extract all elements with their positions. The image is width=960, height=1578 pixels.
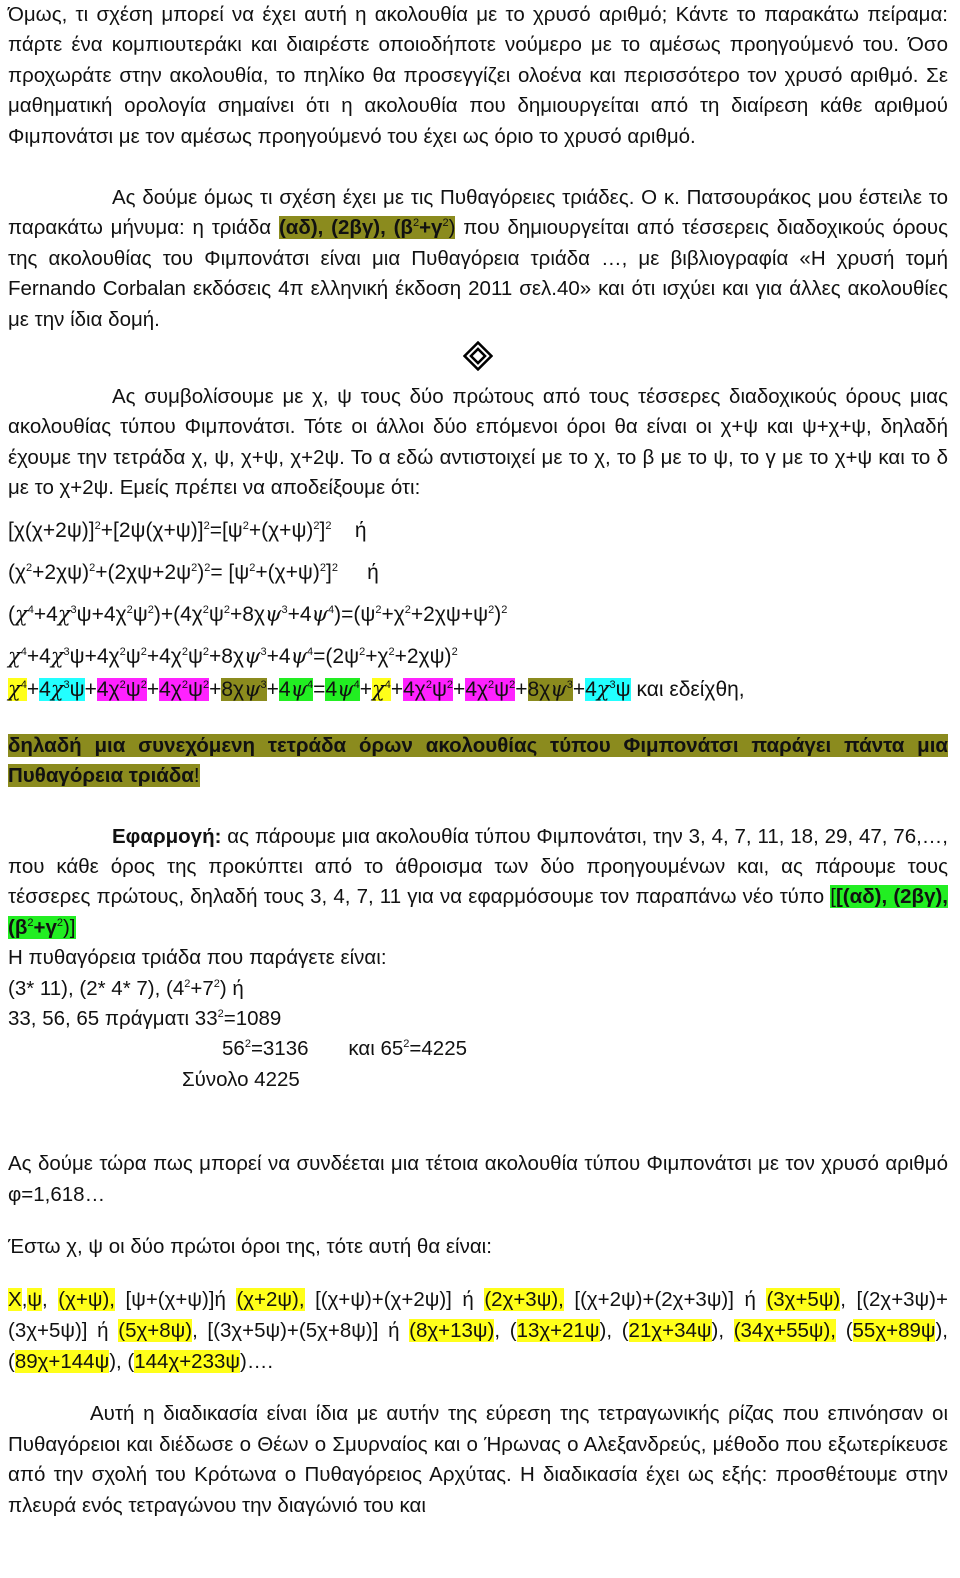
paragraph-proof-setup: Ας συμβολίσουμε με χ, ψ τους δύο πρώτους από τους τέσσερες διαδοχικούς όρους μιας ακολουθίας τύπου Φιμπονάτσι. Τότε οι άλλοι δύο επόμενοι όροι θα είναι οι χ+ψ και ψ+χ+ψ, δηλαδή έχουμε την τετράδα χ, ψ, χ+ψ, χ+2ψ. Το α εδώ αντιστοιχεί με το χ, το β με το ψ, το γ με το χ+ψ και το δ με το χ+2ψ. Εμείς πρέπει να αποδείξουμε ότι: <box>8 385 948 500</box>
equation-line-1: $[\chi(\chi+2\psi)]^2+[2\psi(\chi+\psi)]^2=[\psi^2+(\chi+\psi)^2]^2$ ή <box>8 518 367 542</box>
equation-line-3: $(\chi^4+4\chi^3\psi+4\chi^2\psi^2)+(4\chi^2\psi^2+8\chi\psi^3+4\psi^4)=(\psi^2+\chi^2+2\chi\psi+\psi^2)^2$ <box>8 601 508 626</box>
paragraph-golden-ratio: Όμως, τι σχέση μπορεί να έχει αυτή η ακολουθία με το χρυσό αριθμό; Κάντε το παρακάτω πείραμα: πάρτε ένα κομπιουτεράκι και διαιρέστε οποιοδήποτε νούμερο με το αμέσως προηγούμενό του. Όσο προχωράτε στην ακολουθία, το πηλίκο θα προσεγγίζει ολοένα και περισσότερο τον χρυσό αριθμό. Σε μαθηματική ορολογία σημαίνει ότι η ακολουθία που δημιουργείται από τη διαίρεση κάθε αριθμού Φιμπονάτσι με τον αμέσως προηγούμενό του έχει ως όριο το χρυσό αριθμό. <box>8 3 948 148</box>
equation-line-2: $(\chi^2+2\chi\psi)^2+(2\chi\psi+2\psi^2)^2= [\psi^2+(\chi+\psi)^2]^2$ ή <box>8 560 379 584</box>
diamond-separator-icon <box>8 341 948 375</box>
result-total: Σύνολο 4225 <box>182 1067 300 1091</box>
highlight-formula: [[(αδ), (2βγ), $(\beta^2+\gamma^2)$] <box>8 885 948 939</box>
text-segment: που δημιουργείται από τέσσερεις διαδοχικούς όρους της ακολουθίας του Φιμπονάτσι είναι μια Πυθαγόρεια τριάδα …, με βιβλιογραφία «Η χρυσή τομή Fernando Corbalan εκδόσεις 4π ελληνική έκδοση 2011 σελ.40» και ότι ισχύει και για άλλες ακολουθίες με την ίδια δομή. <box>8 216 949 331</box>
document-page <box>8 0 948 1521</box>
triple-calc: (3* 11), (2* 4* 7), $(4^2+7^2)$ ή <box>8 976 244 1000</box>
paragraph-first-terms: Έστω χ, ψ οι δύο πρώτοι όροι της, τότε αυτή θα είναι: <box>8 1234 492 1258</box>
sequence-expression: Χ,ψ, (χ+ψ), [ψ+(χ+ψ)]ή (χ+2ψ), [(χ+ψ)+(χ+2ψ)] ή (2χ+3ψ), [(χ+2ψ)+(2χ+3ψ)] ή (3χ+5ψ), [(2χ+3ψ)+(3χ+5ψ)] ή (5χ+8ψ), [(3χ+5ψ)+(5χ+8ψ)] ή (8χ+13ψ), (13χ+21ψ), (21χ+34ψ), (34χ+55ψ), (55χ+89ψ), (89χ+144ψ), (144χ+233ψ)…. <box>8 1288 949 1374</box>
equation-line-5: $\chi^4+4\chi^3\psi+4\chi^2\psi^2+4\chi^2\psi^2+8\chi\psi^3+4\psi^4=4\psi^4+\chi^4+4\chi^2\psi^2+4\chi^2\psi^2+8\chi\psi^3+4\chi^3\psi$ και εδείχθη, <box>8 676 745 701</box>
highlight-triple: (αδ), (2βγ), $(\beta^2+\gamma^2)$ <box>278 216 456 240</box>
result-line-1: 33, 56, 65 πράγματι $33^2=1089$ <box>8 1006 282 1030</box>
conclusion-statement: δηλαδή μια συνεχόμενη τετράδα όρων ακολουθίας τύπου Φιμπονάτσι παράγει πάντα μια Πυθαγόρεια τριάδα! <box>8 733 948 788</box>
equation-line-4: $\chi^4+4\chi^3\psi+4\chi^2\psi^2+4\chi^2\psi^2+8\chi\psi^3+4\psi^4=(2\psi^2+\chi^2+2\chi\psi)^2$ <box>8 643 458 668</box>
paragraph-square-root: Αυτή η διαδικασία είναι ίδια με αυτήν της εύρεση της τετραγωνικής ρίζας που επινόησαν οι Πυθαγόρειοι και διέδωσε ο Θέων ο Σμυρναίος και ο Ήρωνας ο Αλεξανδρεύς, μέθοδο που εξωτερίκευσε από την σχολή του Κρότωνα ο Πυθαγόρειος Αρχύτας. Η διαδικασία έχει ως εξής: προσθέτουμε στην πλευρά ενός τετραγώνου την διαγώνιό του και <box>8 1402 948 1517</box>
text-segment: Ας δούμε όμως τι σχέση έχει με τις Πυθαγόρειες τριάδες. Ο κ. Πατσουράκος μου έστειλε το παρακάτω μήνυμα: η τριάδα <box>8 186 948 240</box>
triple-intro: Η πυθαγόρεια τριάδα που παράγετε είναι: <box>8 946 387 970</box>
paragraph-pythagorean-triples <box>8 183 948 335</box>
paragraph-golden-link: Ας δούμε τώρα πως μπορεί να συνδέεται μια τέτοια ακολουθία τύπου Φιμπονάτσι με τον χρυσό αριθμό φ=1,618… <box>8 1152 948 1206</box>
result-line-2: $56^2=3136$ και $65^2=4225$ <box>222 1037 467 1061</box>
equations-block <box>8 514 948 706</box>
paragraph-application: Εφαρμογή: ας πάρουμε μια ακολουθία τύπου Φιμπονάτσι, την 3, 4, 7, 11, 18, 29, 47, 76,…, που κάθε όρος της προκύπτει από το άθροισμα των δύο προηγουμένων και, ας πάρουμε τους τέσσερες πρώτους, δηλαδή τους 3, 4, 7, 11 για να εφαρμόσουμε τον παραπάνω νέο τύπο [[(αδ), (2βγ), $(\beta^2+\gamma^2)$] <box>8 824 948 939</box>
